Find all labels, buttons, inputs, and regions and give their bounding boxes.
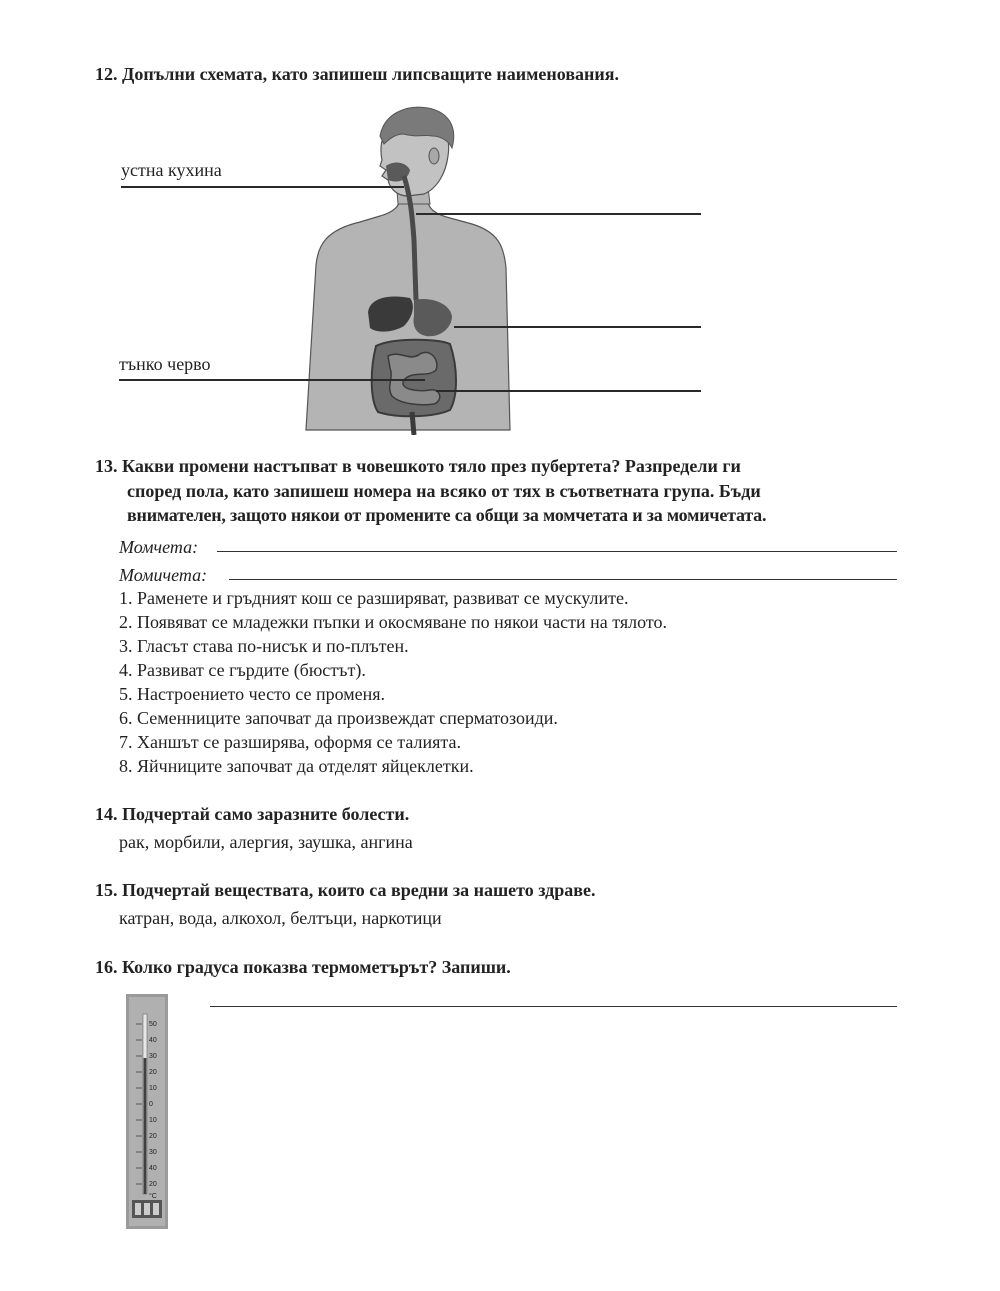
thermometer (126, 994, 168, 1229)
list-item: 3. Гласът става по-нисък и по-плътен. (119, 636, 409, 656)
q12-title: 12. Допълни схемата, като запишеш липсващите наименования. (95, 64, 620, 84)
q13-title-line2: според пола, като запишеш номера на всяко от тях в съответната група. Бъди (127, 481, 761, 501)
scale-label: 20 (149, 1069, 157, 1076)
answer-line-esophagus[interactable] (416, 213, 701, 215)
q14-title: 14. Подчертай само заразните болести. (95, 804, 410, 824)
q13-title-line1: 13. Какви промени настъпват в човешкото тяло през пубертета? Разпредели ги (95, 456, 741, 476)
q16-title: 16. Колко градуса показва термометърът? Запиши. (95, 957, 511, 977)
answer-line-large-intestine[interactable] (436, 390, 701, 392)
q15-options[interactable]: катран, вода, алкохол, белтъци, наркотици (119, 908, 442, 928)
list-item: 2. Появяват се младежки пъпки и окосмяване по някои части на тялото. (119, 612, 667, 632)
list-item: 6. Семенниците започват да произвеждат сперматозоиди. (119, 708, 558, 728)
scale-label: 40 (149, 1037, 157, 1044)
boys-answer-line[interactable] (217, 551, 897, 552)
leader-line-small-intestine (119, 379, 425, 381)
scale-label: 50 (149, 1021, 157, 1028)
list-item: 7. Ханшът се разширява, оформя се талията. (119, 732, 461, 752)
rectum (412, 412, 414, 435)
scale-label: 10 (149, 1117, 157, 1124)
girls-answer-line[interactable] (229, 579, 897, 580)
list-item: 4. Развиват се гърдите (бюстът). (119, 660, 366, 680)
scale-unit: °C (149, 1193, 157, 1200)
label-small-intestine: тънко черво (119, 354, 211, 374)
list-item: 5. Настроението често се променя. (119, 684, 386, 704)
scale-label: 10 (149, 1085, 157, 1092)
q13-title-line3: внимателен, защото някои от промените са общи за момчетата и за момичетата. (127, 505, 767, 525)
answer-line-stomach[interactable] (454, 326, 701, 328)
scale-label: 20 (149, 1133, 157, 1140)
list-item: 8. Яйчниците започват да отделят яйцеклетки. (119, 756, 474, 776)
q14-options[interactable]: рак, морбили, алергия, заушка, ангина (119, 832, 413, 852)
thermometer-liquid (144, 1058, 147, 1194)
q16-answer-line[interactable] (210, 1006, 897, 1007)
list-item: 1. Раменете и гръдният кош се разширяват, развиват се мускулите. (119, 588, 629, 608)
scale-label: 30 (149, 1053, 157, 1060)
digestive-system-diagram (300, 100, 530, 435)
ear (429, 148, 439, 164)
scale-label: 40 (149, 1165, 157, 1172)
q15-title: 15. Подчертай веществата, които са вредни за нашето здраве. (95, 880, 596, 900)
scale-label: 20 (149, 1181, 157, 1188)
scale-label: 30 (149, 1149, 157, 1156)
leader-line-mouth (121, 186, 404, 188)
girls-label: Момичета: (119, 565, 208, 585)
scale-label: 0 (149, 1101, 153, 1108)
label-mouth-cavity: устна кухина (121, 160, 222, 180)
boys-label: Момчета: (119, 537, 199, 557)
